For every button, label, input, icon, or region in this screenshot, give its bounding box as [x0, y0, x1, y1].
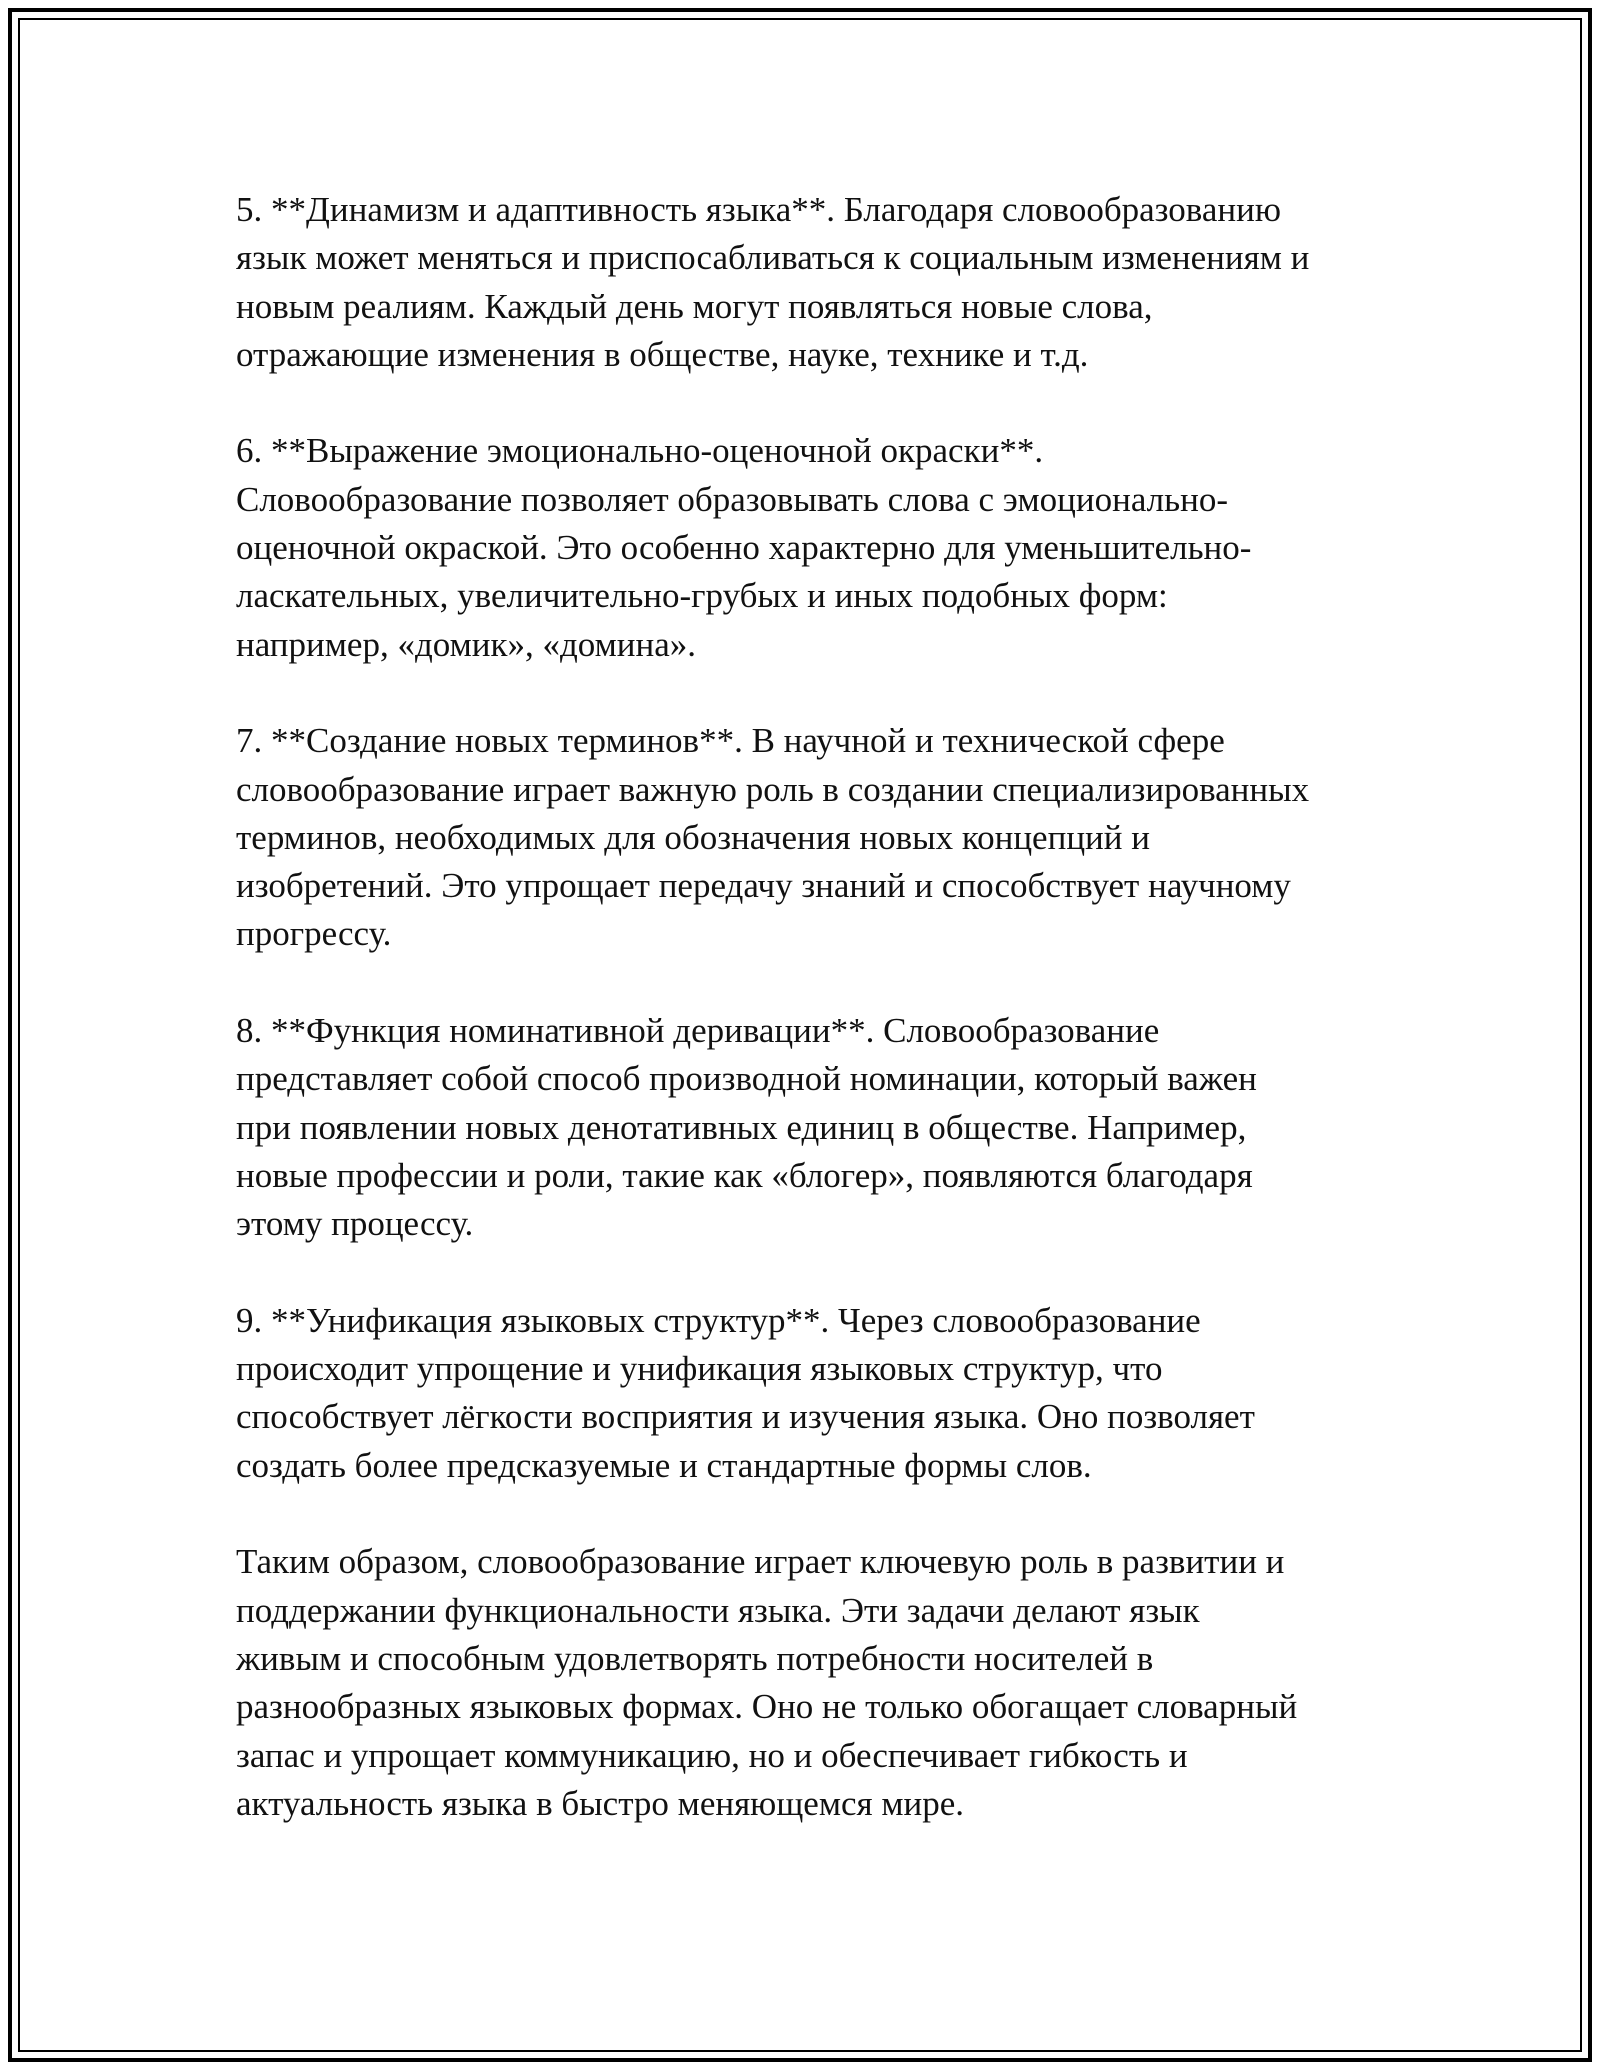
text-line: терминов, необходимых для обозначения новых концепций и: [236, 817, 1150, 857]
text-line: создать более предсказуемые и стандартные формы слов.: [236, 1445, 1092, 1485]
text-line: живым и способным удовлетворять потребности носителей в: [236, 1638, 1154, 1678]
text-line: запас и упрощает коммуникацию, но и обеспечивает гибкость и: [236, 1735, 1188, 1775]
text-line: этому процессу.: [236, 1204, 474, 1244]
text-line: например, «домик», «домина».: [236, 624, 697, 664]
text-line: Словообразование позволяет образовывать слова с эмоционально-: [236, 479, 1228, 519]
document-body: [236, 186, 1386, 1828]
paragraph-item-6: [236, 427, 1386, 668]
text-line: происходит упрощение и унификация языковых структур, что: [236, 1349, 1163, 1389]
text-line: способствует лёгкости восприятия и изучения языка. Оно позволяет: [236, 1397, 1255, 1437]
text-line: ласкательных, увеличительно-грубых и иных подобных форм:: [236, 576, 1168, 616]
text-line: 7. **Создание новых терминов**. В научной и технической сфере: [236, 721, 1225, 761]
text-line: изобретений. Это упрощает передачу знаний и способствует научному: [236, 866, 1291, 906]
text-line: представляет собой способ производной номинации, который важен: [236, 1059, 1257, 1099]
text-line: оценочной окраской. Это особенно характерно для уменьшительно-: [236, 528, 1252, 568]
text-line: 8. **Функция номинативной деривации**. Словообразование: [236, 1011, 1160, 1051]
paragraph-item-7: [236, 717, 1386, 958]
text-line: отражающие изменения в обществе, науке, технике и т.д.: [236, 334, 1089, 374]
text-line: новым реалиям. Каждый день могут появляться новые слова,: [236, 286, 1153, 326]
text-line: прогрессу.: [236, 914, 392, 954]
text-line: Таким образом, словообразование играет ключевую роль в развитии и: [236, 1542, 1285, 1582]
text-line: 5. **Динамизм и адаптивность языка**. Благодаря словообразованию: [236, 190, 1282, 229]
text-line: 6. **Выражение эмоционально-оценочной окраски**.: [236, 431, 1044, 471]
paragraph-item-5: [236, 186, 1386, 379]
text-line: язык может меняться и приспосабливаться к социальным изменениям и: [236, 238, 1310, 278]
text-line: поддержании функциональности языка. Эти задачи делают язык: [236, 1590, 1200, 1630]
text-line: новые профессии и роли, такие как «блогер», появляются благодаря: [236, 1155, 1253, 1195]
text-line: разнообразных языковых формах. Оно не только обогащает словарный: [236, 1687, 1298, 1727]
text-line: 9. **Унификация языковых структур**. Через словообразование: [236, 1300, 1201, 1340]
paragraph-item-8: [236, 1007, 1386, 1248]
paragraph-item-9: [236, 1297, 1386, 1490]
paragraph-conclusion: [236, 1538, 1386, 1828]
text-line: при появлении новых денотативных единиц в обществе. Например,: [236, 1107, 1247, 1147]
text-line: словообразование играет важную роль в создании специализированных: [236, 769, 1310, 809]
text-line: актуальность языка в быстро меняющемся мире.: [236, 1783, 965, 1823]
